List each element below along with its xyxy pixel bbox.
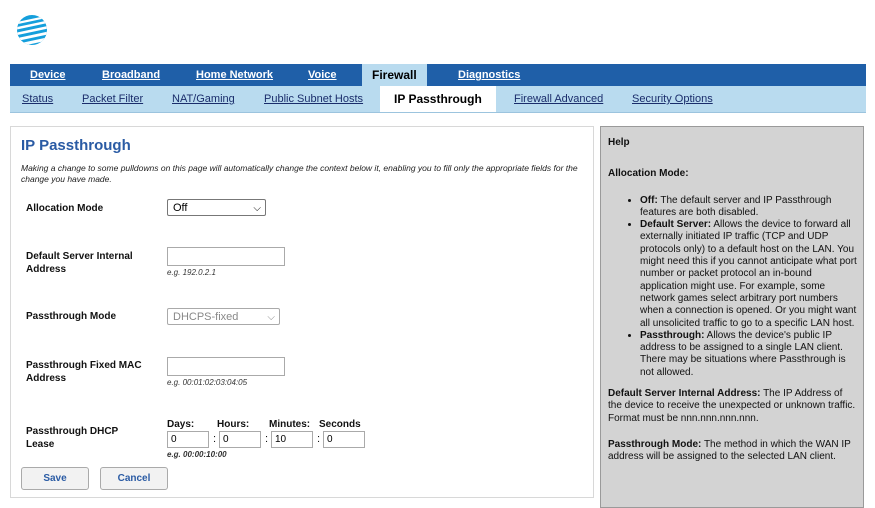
fixed-mac-input[interactable] [167,357,285,376]
subtab-firewall-advanced[interactable]: Firewall Advanced [514,93,604,105]
page-intro: Making a change to some pulldowns on this page will automatically change the context below it, enabling you to fill only the appropriate fields for the change you have made. [21,163,578,184]
help-heading: Help [608,137,630,148]
chevron-down-icon: ⌵ [253,203,261,214]
help-desc: Allows the device to forward all externally initiated IP traffic (TCP and UDP protocols only) to a default host on the LAN. You might need this if you cannot anticipate what port number or packet protocol an in-bound application might use. For example, some network games select arbitrary port numbers when a connection is opened. Or you might want all unsolicited traffic to go to a specific LAN host. [640,219,857,329]
page-title: IP Passthrough [21,137,131,154]
seconds-label: Seconds [319,419,361,430]
help-panel [600,126,864,508]
passthrough-mode-select[interactable] [167,308,280,325]
default-server-label: Default Server Internal Address [26,251,133,275]
help-desc: The default server and IP Passthrough features are both disabled. [640,194,832,218]
att-globe-icon [14,14,50,46]
tab-diagnostics[interactable]: Diagnostics [458,69,521,81]
allocation-help-heading: Allocation Mode: [608,168,689,180]
allocation-help-list [608,195,857,379]
subtab-public-subnet-hosts[interactable]: Public Subnet Hosts [264,93,364,105]
tab-broadband[interactable]: Broadband [102,69,161,81]
colon-separator: : [213,433,217,445]
dhcp-lease-hint: e.g. 00:00:10:00 [167,450,227,459]
hours-label: Hours: [217,419,250,430]
default-server-hint: e.g. 192.0.2.1 [167,268,216,277]
seconds-input[interactable]: 0 [323,431,365,448]
days-label: Days: [167,419,195,430]
help-term: Passthrough: [640,329,705,341]
colon-separator: : [317,433,321,445]
ip-passthrough-panel [10,126,594,498]
allocation-mode-label: Allocation Mode [26,203,104,214]
passthrough-mode-value: DHCPS-fixed [173,311,239,323]
cancel-button[interactable]: Cancel [100,467,168,490]
chevron-down-icon: ⌵ [267,312,275,323]
help-item-off [640,195,857,220]
fixed-mac-hint: e.g. 00:01:02:03:04:05 [167,378,248,387]
help-desc: The method in which the WAN IP address will be assigned to the selected LAN client. [608,438,851,463]
allocation-mode-value: Off [173,202,188,214]
subtab-status[interactable]: Status [22,93,54,105]
help-default-server-address [608,388,857,425]
tab-device[interactable]: Device [30,69,66,81]
help-term: Default Server: [640,219,712,231]
fixed-mac-label: Passthrough Fixed MAC Address [26,360,142,384]
tab-voice[interactable]: Voice [308,69,337,81]
secondary-nav [10,86,866,113]
days-input[interactable]: 0 [167,431,209,448]
help-term: Default Server Internal Address: [608,388,761,400]
tab-firewall[interactable]: Firewall [362,64,427,86]
primary-nav [10,64,866,86]
default-server-input[interactable] [167,247,285,266]
subtab-security-options[interactable]: Security Options [632,93,713,105]
help-item-passthrough [640,330,857,379]
help-item-default-server [640,219,857,330]
help-term: Off: [640,194,658,206]
dhcp-lease-label: Passthrough DHCP Lease [26,426,119,450]
allocation-mode-select[interactable] [167,199,266,216]
help-passthrough-mode [608,439,857,464]
passthrough-mode-label: Passthrough Mode [26,311,117,322]
save-button[interactable]: Save [21,467,89,490]
minutes-input[interactable]: 10 [271,431,313,448]
help-term: Passthrough Mode: [608,438,702,450]
subtab-nat-gaming[interactable]: NAT/Gaming [172,93,235,105]
help-desc: The IP Address of the device to receive the unexpected or unknown traffic. Format must be nnn.nnn.nnn.nnn. [608,388,856,424]
hours-input[interactable]: 0 [219,431,261,448]
colon-separator: : [265,433,269,445]
subtab-packet-filter[interactable]: Packet Filter [82,93,144,105]
tab-home-network[interactable]: Home Network [196,69,274,81]
minutes-label: Minutes: [269,419,311,430]
help-desc: Allows the device's public IP address to be assigned to a single LAN client. There may be situations where Passthrough is not allowed. [640,329,846,378]
subtab-ip-passthrough[interactable]: IP Passthrough [380,86,496,112]
